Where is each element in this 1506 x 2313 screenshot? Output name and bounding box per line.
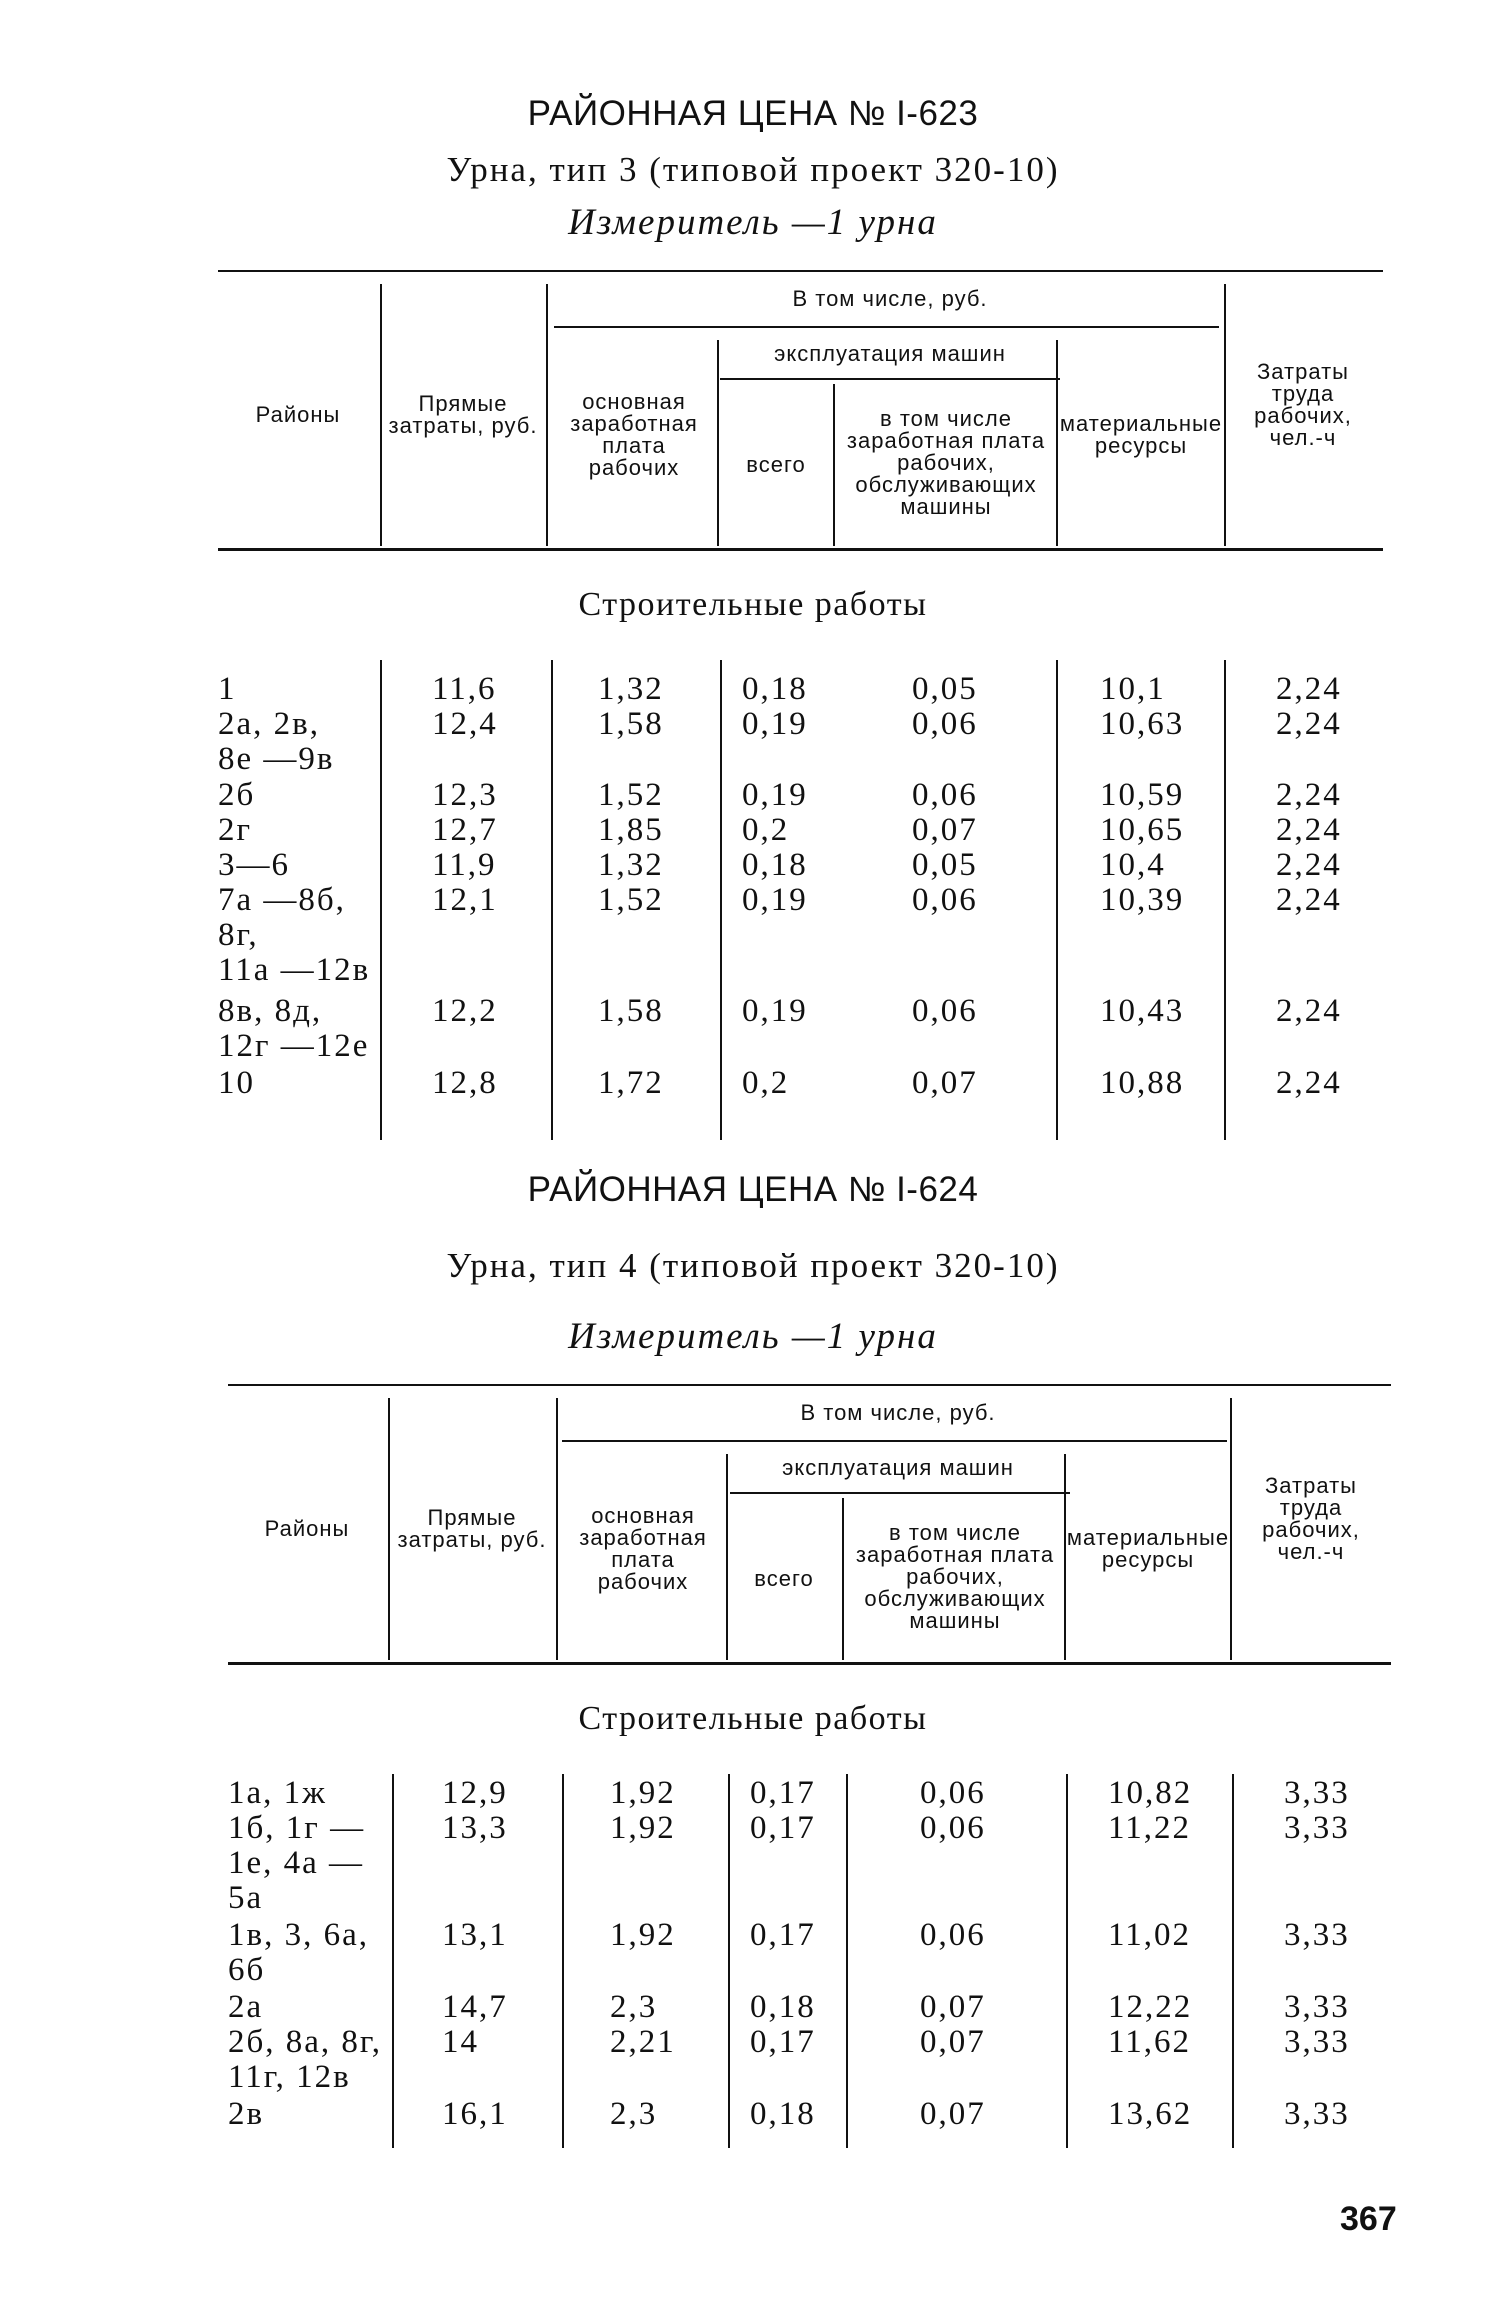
header-materials: материальные ресурсы xyxy=(1059,411,1223,458)
cell-machine-wage: 0,07 xyxy=(920,2024,986,2060)
page-number: 367 xyxy=(1340,2200,1397,2238)
column-divider xyxy=(720,660,722,1140)
cell-wage: 1,52 xyxy=(598,882,664,918)
cell-labor: 3,33 xyxy=(1284,2096,1350,2132)
cell-region: 2б xyxy=(218,777,256,813)
cell-machine-wage: 0,06 xyxy=(912,993,978,1029)
cell-total: 0,19 xyxy=(742,993,808,1029)
section-heading: Строительные работы xyxy=(578,586,928,623)
cell-region: 1в, 3, 6а, 6б xyxy=(228,1917,369,1988)
cell-wage: 1,32 xyxy=(598,671,664,707)
column-divider xyxy=(1224,660,1226,1140)
cell-total: 0,19 xyxy=(742,882,808,918)
cell-region: 7а —8б, 8г, 11а —12в xyxy=(218,882,371,988)
table-top-rule xyxy=(228,1384,1391,1386)
cell-region: 8в, 8д, 12г —12е xyxy=(218,993,370,1064)
header-total: всего xyxy=(746,452,806,477)
cell-region: 2б, 8а, 8г, 11г, 12в xyxy=(228,2024,382,2095)
subheader-rule xyxy=(554,326,1219,328)
cell-labor: 2,24 xyxy=(1276,671,1342,707)
cell-machine-wage: 0,06 xyxy=(912,706,978,742)
column-divider xyxy=(1232,1774,1234,2148)
cell-region: 3—6 xyxy=(218,847,290,883)
cell-region: 1 xyxy=(218,671,237,707)
header-machine-operation: эксплуатация машин xyxy=(782,1455,1014,1480)
cell-wage: 1,85 xyxy=(598,812,664,848)
subheader-rule xyxy=(730,1492,1070,1494)
cell-total: 0,17 xyxy=(750,2024,816,2060)
column-divider xyxy=(726,1454,728,1660)
cell-labor: 3,33 xyxy=(1284,1810,1350,1846)
cell-materials: 10,65 xyxy=(1100,812,1185,848)
cell-region: 1б, 1г — 1е, 4а — 5а xyxy=(228,1810,366,1916)
cell-region: 2а, 2в, 8е —9в xyxy=(218,706,335,777)
cell-direct: 14 xyxy=(442,2024,479,2060)
cell-direct: 11,9 xyxy=(432,847,497,883)
measure-unit-1623: Измеритель —1 урна xyxy=(568,202,938,243)
cell-labor: 2,24 xyxy=(1276,993,1342,1029)
header-base-wage: основная заработная плата рабочих xyxy=(579,1503,707,1594)
cell-machine-wage: 0,06 xyxy=(920,1810,986,1846)
cell-machine-wage: 0,06 xyxy=(912,777,978,813)
cell-wage: 1,52 xyxy=(598,777,664,813)
cell-wage: 1,92 xyxy=(610,1917,676,1953)
cell-direct: 12,7 xyxy=(432,812,498,848)
cell-materials: 12,22 xyxy=(1108,1989,1193,2025)
header-materials: материальные ресурсы xyxy=(1066,1525,1230,1572)
cell-direct: 12,3 xyxy=(432,777,498,813)
column-divider xyxy=(556,1398,558,1660)
cell-total: 0,18 xyxy=(750,2096,816,2132)
cell-materials: 10,1 xyxy=(1100,671,1166,707)
cell-materials: 11,22 xyxy=(1108,1810,1192,1846)
cell-total: 0,17 xyxy=(750,1917,816,1953)
cell-labor: 3,33 xyxy=(1284,1775,1350,1811)
cell-wage: 2,3 xyxy=(610,2096,658,2132)
price-title-1624: РАЙОННАЯ ЦЕНА № I-624 xyxy=(527,1170,979,1209)
header-regions: Районы xyxy=(255,402,341,427)
header-bottom-rule xyxy=(218,548,1383,551)
price-title-1623: РАЙОННАЯ ЦЕНА № I-623 xyxy=(527,94,979,133)
column-divider xyxy=(392,1774,394,2148)
cell-materials: 11,62 xyxy=(1108,2024,1192,2060)
cell-direct: 13,3 xyxy=(442,1810,508,1846)
column-divider xyxy=(1066,1774,1068,2148)
header-including: В том числе, руб. xyxy=(792,286,988,311)
cell-wage: 1,72 xyxy=(598,1065,664,1101)
item-subtitle-1623: Урна, тип 3 (типовой проект 320-10) xyxy=(446,150,1060,189)
cell-region: 1а, 1ж xyxy=(228,1775,327,1811)
cell-direct: 14,7 xyxy=(442,1989,508,2025)
column-divider xyxy=(833,384,835,546)
cell-materials: 10,88 xyxy=(1100,1065,1185,1101)
header-direct-costs: Прямые затраты, руб. xyxy=(388,391,538,438)
cell-wage: 1,92 xyxy=(610,1775,676,1811)
cell-labor: 2,24 xyxy=(1276,847,1342,883)
column-divider xyxy=(388,1398,390,1660)
column-divider xyxy=(551,660,553,1140)
cell-materials: 10,63 xyxy=(1100,706,1185,742)
cell-wage: 1,32 xyxy=(598,847,664,883)
cell-machine-wage: 0,05 xyxy=(912,671,978,707)
measure-unit-1624: Измеритель —1 урна xyxy=(568,1316,938,1357)
item-subtitle-1624: Урна, тип 4 (типовой проект 320-10) xyxy=(446,1246,1060,1285)
cell-total: 0,19 xyxy=(742,777,808,813)
cell-labor: 2,24 xyxy=(1276,812,1342,848)
cell-direct: 11,6 xyxy=(432,671,497,707)
cell-region: 2г xyxy=(218,812,253,848)
cell-materials: 10,59 xyxy=(1100,777,1185,813)
cell-materials: 10,43 xyxy=(1100,993,1185,1029)
column-divider xyxy=(380,660,382,1140)
cell-total: 0,2 xyxy=(742,1065,790,1101)
cell-labor: 3,33 xyxy=(1284,1917,1350,1953)
cell-total: 0,19 xyxy=(742,706,808,742)
cell-machine-wage: 0,06 xyxy=(912,882,978,918)
cell-materials: 10,82 xyxy=(1108,1775,1193,1811)
header-labor: Затраты труда рабочих, чел.-ч xyxy=(1262,1473,1360,1564)
cell-total: 0,18 xyxy=(750,1989,816,2025)
header-base-wage: основная заработная плата рабочих xyxy=(570,389,698,480)
table-top-rule xyxy=(218,270,1383,272)
cell-machine-wage: 0,07 xyxy=(912,812,978,848)
cell-wage: 2,21 xyxy=(610,2024,676,2060)
cell-wage: 1,92 xyxy=(610,1810,676,1846)
header-regions: Районы xyxy=(264,1516,350,1541)
cell-machine-wage: 0,07 xyxy=(920,2096,986,2132)
cell-labor: 3,33 xyxy=(1284,2024,1350,2060)
cell-direct: 12,1 xyxy=(432,882,498,918)
header-direct-costs: Прямые затраты, руб. xyxy=(397,1505,547,1552)
subheader-rule xyxy=(720,378,1060,380)
cell-direct: 16,1 xyxy=(442,2096,508,2132)
cell-direct: 12,4 xyxy=(432,706,498,742)
cell-region: 2а xyxy=(228,1989,264,2025)
header-machine-wage: в том числе заработная плата рабочих, обслуживающих машины xyxy=(855,1520,1055,1633)
cell-labor: 3,33 xyxy=(1284,1989,1350,2025)
column-divider xyxy=(717,340,719,546)
cell-direct: 13,1 xyxy=(442,1917,508,1953)
cell-region: 10 xyxy=(218,1065,255,1101)
column-divider xyxy=(728,1774,730,2148)
cell-total: 0,17 xyxy=(750,1810,816,1846)
cell-wage: 1,58 xyxy=(598,706,664,742)
column-divider xyxy=(562,1774,564,2148)
column-divider xyxy=(546,284,548,546)
cell-machine-wage: 0,05 xyxy=(912,847,978,883)
cell-machine-wage: 0,07 xyxy=(912,1065,978,1101)
column-divider xyxy=(1056,660,1058,1140)
cell-total: 0,18 xyxy=(742,671,808,707)
cell-materials: 13,62 xyxy=(1108,2096,1193,2132)
cell-machine-wage: 0,06 xyxy=(920,1917,986,1953)
cell-wage: 2,3 xyxy=(610,1989,658,2025)
cell-materials: 10,4 xyxy=(1100,847,1166,883)
header-machine-wage: в том числе заработная плата рабочих, обслуживающих машины xyxy=(846,406,1046,519)
cell-labor: 2,24 xyxy=(1276,1065,1342,1101)
cell-materials: 11,02 xyxy=(1108,1917,1192,1953)
cell-machine-wage: 0,06 xyxy=(920,1775,986,1811)
cell-labor: 2,24 xyxy=(1276,777,1342,813)
header-total: всего xyxy=(754,1566,814,1591)
cell-total: 0,2 xyxy=(742,812,790,848)
header-including: В том числе, руб. xyxy=(800,1400,996,1425)
cell-region: 2в xyxy=(228,2096,265,2132)
cell-machine-wage: 0,07 xyxy=(920,1989,986,2025)
column-divider xyxy=(380,284,382,546)
section-heading: Строительные работы xyxy=(578,1700,928,1737)
cell-materials: 10,39 xyxy=(1100,882,1185,918)
header-machine-operation: эксплуатация машин xyxy=(774,341,1006,366)
header-bottom-rule xyxy=(228,1662,1391,1665)
column-divider xyxy=(842,1498,844,1660)
header-labor: Затраты труда рабочих, чел.-ч xyxy=(1254,359,1352,450)
cell-labor: 2,24 xyxy=(1276,882,1342,918)
column-divider xyxy=(1230,1398,1232,1660)
cell-direct: 12,8 xyxy=(432,1065,498,1101)
cell-total: 0,18 xyxy=(742,847,808,883)
column-divider xyxy=(1224,284,1226,546)
column-divider xyxy=(846,1774,848,2148)
cell-direct: 12,9 xyxy=(442,1775,508,1811)
cell-labor: 2,24 xyxy=(1276,706,1342,742)
cell-direct: 12,2 xyxy=(432,993,498,1029)
cell-total: 0,17 xyxy=(750,1775,816,1811)
subheader-rule xyxy=(562,1440,1227,1442)
cell-wage: 1,58 xyxy=(598,993,664,1029)
